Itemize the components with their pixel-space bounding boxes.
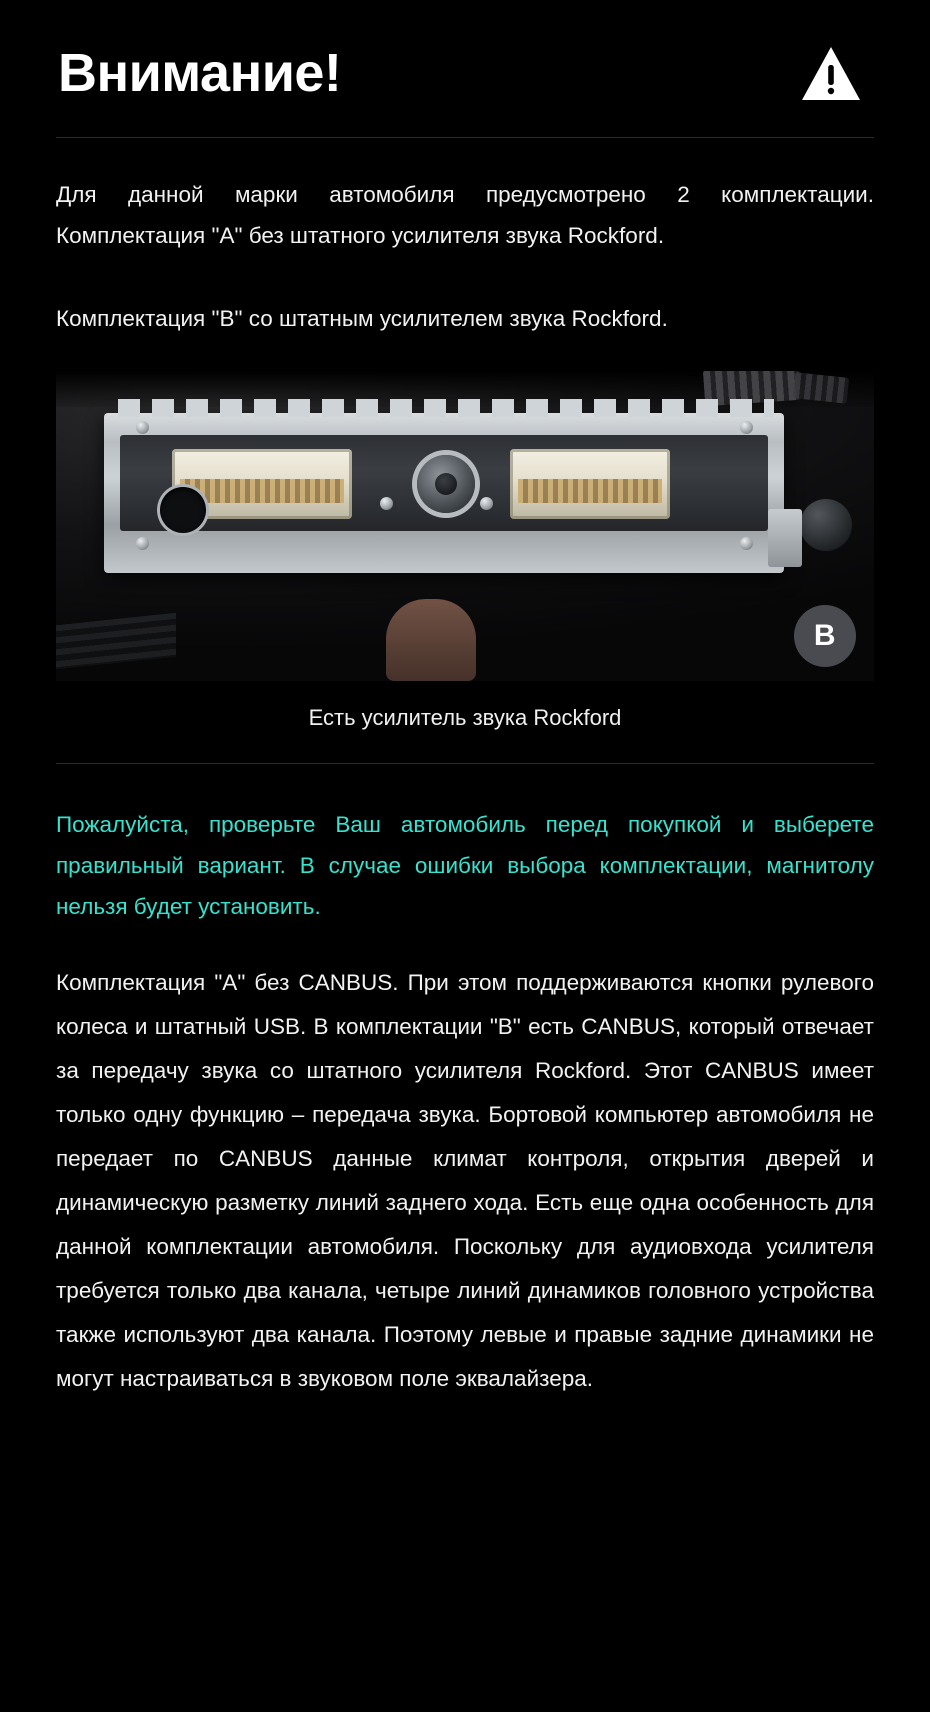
bracket-side-tab [768, 509, 802, 567]
screw-icon [136, 537, 149, 550]
hand [386, 599, 476, 681]
warning-notice-text: Пожалуйста, проверьте Ваш автомобиль перед покупкой и выберете правильный вариант. В случае ошибки выбора комплектации, магнитолу нельзя будет установить. [56, 812, 874, 920]
page-header [56, 0, 874, 109]
page-title: Внимание! [58, 43, 342, 103]
screw-icon [740, 421, 753, 434]
metal-bracket [104, 413, 784, 573]
intro-section [56, 138, 874, 339]
intro-paragraph-1: Для данной марки автомобиля предусмотрено 2 комплектации. Комплектация "A" без штатного усилителя звука Rockford. [56, 182, 874, 249]
bracket-heatsink-fins [118, 399, 774, 417]
connector-right [510, 449, 670, 519]
screw-icon [136, 421, 149, 434]
warning-triangle-icon [800, 45, 862, 103]
body-paragraph: Комплектация "A" без CANBUS. При этом поддерживаются кнопки рулевого колеса и штатный USB. В комплектации "B" есть CANBUS, который отвечает за передачу звука со штатного усилителя Rockford. Этот CANBUS имеет только одну функцию – передача звука. Бортовой компьютер автомобиля не передает по CANBUS данные климат контроля, открытия дверей и динамическую разметку линий заднего хода. Есть еще одна особенность для данной комплектации автомобиля. Поскольку для аудиовхода усилителя требуется только два канала, четыре линий динамиков головного устройства также используют два канала. Поэтому левые и правые задние динамики не могут настраиваться в звуковом поле эквалайзера. [56, 970, 874, 1392]
connector-left-pins [180, 479, 344, 503]
connector-right-pins [518, 479, 662, 503]
body-section [56, 927, 874, 1461]
screw-icon [480, 497, 493, 510]
head-unit-photo [56, 371, 874, 681]
screw-icon [740, 537, 753, 550]
figure-caption: Есть усилитель звука Rockford [308, 705, 622, 731]
antenna-port [417, 455, 475, 513]
figure-block [56, 371, 874, 735]
intro-paragraph-2: Комплектация "B" со штатным усилителем звука Rockford. [56, 306, 668, 332]
bracket-inner-panel [120, 435, 768, 531]
variant-badge: B [794, 605, 856, 667]
dashboard-knob [800, 499, 852, 551]
screw-icon [380, 497, 393, 510]
